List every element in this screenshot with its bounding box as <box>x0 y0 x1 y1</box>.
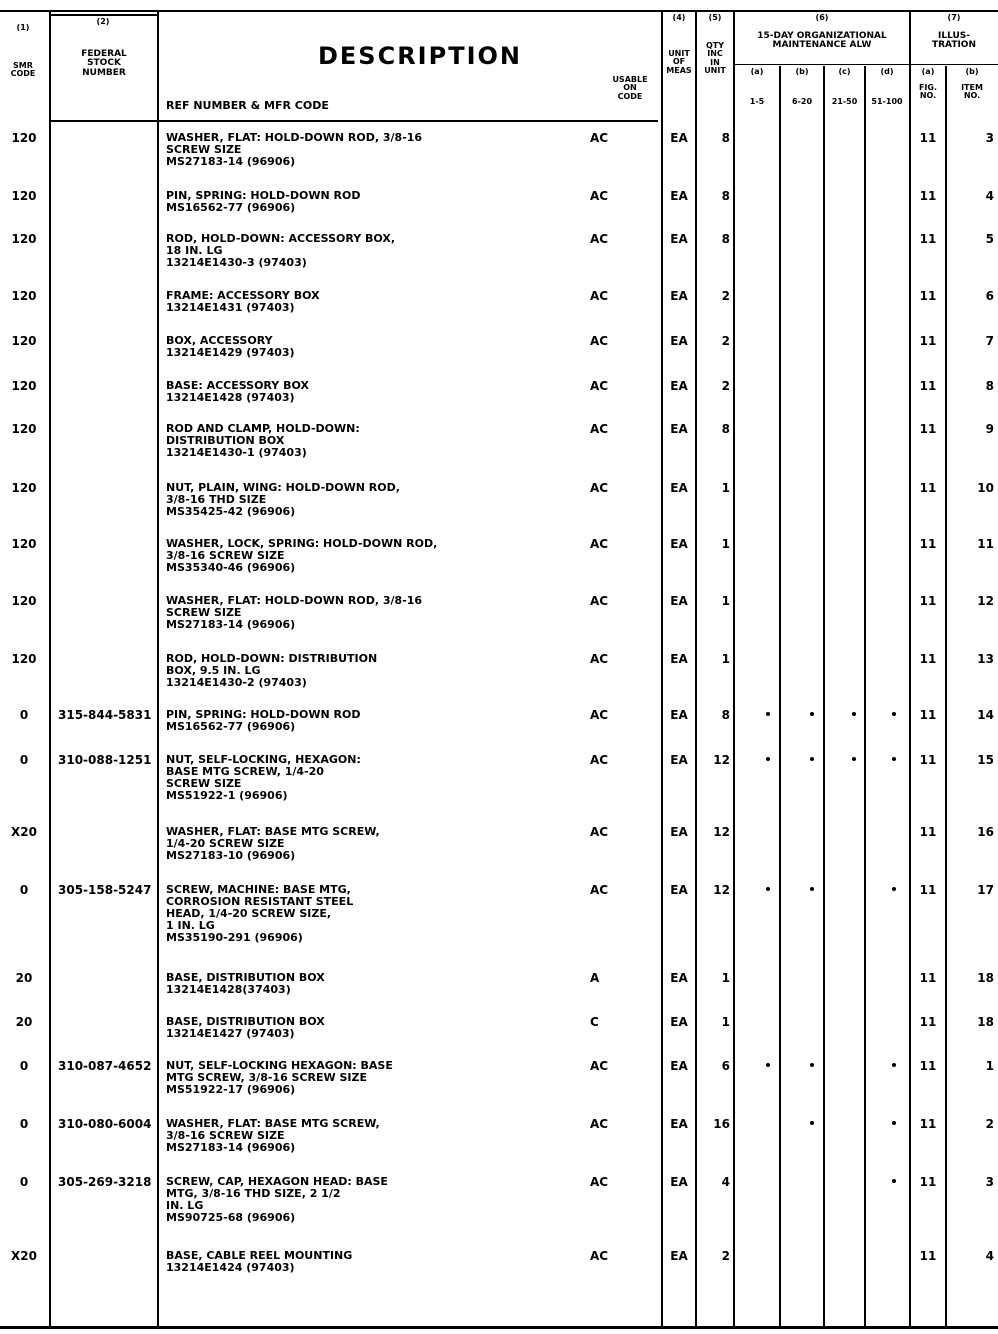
smr-code: X20 <box>11 825 37 839</box>
fsn-header-box-top <box>50 14 158 16</box>
table-row <box>0 289 998 314</box>
description: WASHER, FLAT: HOLD-DOWN ROD, 3/8-16 SCREW SIZE MS27183-14 (96906) <box>166 131 423 168</box>
smr-code: 20 <box>15 971 33 985</box>
description-subtitle: REF NUMBER & MFR CODE <box>166 99 329 112</box>
col-rule-7a <box>945 66 947 1328</box>
unit-of-measure: EA <box>670 232 688 246</box>
col7a-label: FIG. NO. <box>918 83 938 101</box>
smr-code: 0 <box>19 1175 29 1189</box>
unit-of-measure: EA <box>670 289 688 303</box>
unit-of-measure: EA <box>670 1175 688 1189</box>
usable-on-code: AC <box>590 1059 609 1073</box>
figure-number: 11 <box>919 708 937 722</box>
figure-number: 11 <box>919 1249 937 1263</box>
smr-code: 120 <box>11 379 37 393</box>
federal-stock-number: 310-087-4652 <box>58 1059 152 1073</box>
col-rule-4 <box>695 12 697 1328</box>
description: BASE, CABLE REEL MOUNTING 13214E1424 (97403) <box>166 1249 353 1274</box>
figure-number: 11 <box>919 1175 937 1189</box>
col6c-range: 21-50 <box>831 97 858 106</box>
usable-on-code: C <box>590 1015 599 1029</box>
unit-of-measure: EA <box>670 1059 688 1073</box>
description: ROD, HOLD-DOWN: ACCESSORY BOX, 18 IN. LG 13214E1430-3 (97403) <box>166 232 396 269</box>
unit-of-measure: EA <box>670 883 688 897</box>
description: BASE: ACCESSORY BOX 13214E1428 (97403) <box>166 379 309 404</box>
col6c-sub: (c) <box>838 67 851 76</box>
usable-on-code: AC <box>590 289 609 303</box>
table-row <box>0 422 998 459</box>
qty-in-unit: 6 <box>721 1059 730 1073</box>
col2-label: FEDERAL STOCK NUMBER <box>81 49 127 78</box>
unit-of-measure: EA <box>670 481 688 495</box>
figure-number: 11 <box>919 189 937 203</box>
smr-code: 120 <box>11 422 37 436</box>
description: WASHER, LOCK, SPRING: HOLD-DOWN ROD, 3/8-16 SCREW SIZE MS35340-46 (96906) <box>166 537 438 574</box>
col6-number: (6) <box>815 13 829 22</box>
figure-number: 11 <box>919 1015 937 1029</box>
item-number: 8 <box>985 379 994 393</box>
table-row <box>0 883 998 944</box>
maintenance-allowance-mark <box>892 712 896 716</box>
figure-number: 11 <box>919 753 937 767</box>
col2-number: (2) <box>96 17 110 26</box>
smr-code: 120 <box>11 537 37 551</box>
col6a-sub: (a) <box>750 67 764 76</box>
col7b-sub: (b) <box>965 67 979 76</box>
qty-in-unit: 12 <box>713 753 730 767</box>
federal-stock-number: 315-844-5831 <box>58 708 152 722</box>
smr-code: 120 <box>11 334 37 348</box>
maintenance-allowance-mark <box>852 757 856 761</box>
item-number: 2 <box>985 1117 994 1131</box>
usable-on-code: AC <box>590 379 609 393</box>
col7a-sub: (a) <box>921 67 935 76</box>
description: SCREW, CAP, HEXAGON HEAD: BASE MTG, 3/8-16 THD SIZE, 2 1/2 IN. LG MS90725-68 (96906) <box>166 1175 388 1224</box>
maintenance-allowance-mark <box>892 887 896 891</box>
col-rule-2 <box>157 12 159 1328</box>
usable-on-code: AC <box>590 708 609 722</box>
bottom-rule <box>0 1326 998 1329</box>
unit-of-measure: EA <box>670 825 688 839</box>
maintenance-allowance-mark <box>892 757 896 761</box>
qty-in-unit: 16 <box>713 1117 730 1131</box>
item-number: 4 <box>985 189 994 203</box>
smr-code: 120 <box>11 289 37 303</box>
table-row <box>0 708 998 733</box>
federal-stock-number: 310-088-1251 <box>58 753 152 767</box>
col1-number: (1) <box>16 23 30 32</box>
col5-number: (5) <box>708 13 722 22</box>
fsn-header-box-bottom <box>50 120 158 122</box>
col6d-sub: (d) <box>880 67 894 76</box>
figure-number: 11 <box>919 652 937 666</box>
col-rule-6c <box>864 66 866 1328</box>
table-row <box>0 594 998 631</box>
item-number: 6 <box>985 289 994 303</box>
smr-code: 0 <box>19 1059 29 1073</box>
figure-number: 11 <box>919 1117 937 1131</box>
table-row <box>0 232 998 269</box>
description: WASHER, FLAT: BASE MTG SCREW, 3/8-16 SCREW SIZE MS27183-14 (96906) <box>166 1117 380 1154</box>
unit-of-measure: EA <box>670 1015 688 1029</box>
description: SCREW, MACHINE: BASE MTG, CORROSION RESISTANT STEEL HEAD, 1/4-20 SCREW SIZE, 1 IN. LG MS35190-291 (96906) <box>166 883 354 944</box>
col7b-label: ITEM NO. <box>961 83 983 101</box>
qty-in-unit: 1 <box>721 594 730 608</box>
col4-label: UNIT OF MEAS <box>666 49 692 75</box>
usable-on-code: AC <box>590 131 609 145</box>
description: BASE, DISTRIBUTION BOX 13214E1428(37403) <box>166 971 325 996</box>
item-number: 9 <box>985 422 994 436</box>
unit-of-measure: EA <box>670 379 688 393</box>
table-row <box>0 1059 998 1096</box>
qty-in-unit: 12 <box>713 825 730 839</box>
federal-stock-number: 310-080-6004 <box>58 1117 152 1131</box>
maintenance-allowance-mark <box>810 757 814 761</box>
figure-number: 11 <box>919 481 937 495</box>
col-rule-6a <box>779 66 781 1328</box>
col1-label: SMR CODE <box>10 61 36 79</box>
description: NUT, SELF-LOCKING, HEXAGON: BASE MTG SCREW, 1/4-20 SCREW SIZE MS51922-1 (96906) <box>166 753 361 802</box>
maintenance-allowance-mark <box>766 712 770 716</box>
table-row <box>0 1117 998 1154</box>
unit-of-measure: EA <box>670 652 688 666</box>
federal-stock-number: 305-158-5247 <box>58 883 152 897</box>
item-number: 18 <box>977 971 994 985</box>
description: ROD, HOLD-DOWN: DISTRIBUTION BOX, 9.5 IN. LG 13214E1430-2 (97403) <box>166 652 378 689</box>
usable-on-code-header: USABLE ON CODE <box>612 75 648 101</box>
usable-on-code: AC <box>590 334 609 348</box>
smr-code: 120 <box>11 652 37 666</box>
col6b-range: 6-20 <box>791 97 813 106</box>
table-row <box>0 1175 998 1224</box>
col7-sub-rule <box>911 64 998 65</box>
table-row <box>0 825 998 862</box>
item-number: 3 <box>985 1175 994 1189</box>
usable-on-code: AC <box>590 189 609 203</box>
unit-of-measure: EA <box>670 1249 688 1263</box>
description: BASE, DISTRIBUTION BOX 13214E1427 (97403) <box>166 1015 325 1040</box>
qty-in-unit: 1 <box>721 537 730 551</box>
description: WASHER, FLAT: BASE MTG SCREW, 1/4-20 SCREW SIZE MS27183-10 (96906) <box>166 825 380 862</box>
maintenance-allowance-mark <box>810 1121 814 1125</box>
table-row <box>0 481 998 518</box>
col6d-range: 51-100 <box>871 97 903 106</box>
col5-label: QTY INC IN UNIT <box>704 41 726 76</box>
item-number: 12 <box>977 594 994 608</box>
description: PIN, SPRING: HOLD-DOWN ROD MS16562-77 (96906) <box>166 189 361 214</box>
figure-number: 11 <box>919 131 937 145</box>
item-number: 5 <box>985 232 994 246</box>
figure-number: 11 <box>919 825 937 839</box>
col-rule-5 <box>733 12 735 1328</box>
qty-in-unit: 2 <box>721 379 730 393</box>
item-number: 17 <box>977 883 994 897</box>
item-number: 1 <box>985 1059 994 1073</box>
qty-in-unit: 8 <box>721 708 730 722</box>
unit-of-measure: EA <box>670 131 688 145</box>
maintenance-allowance-mark <box>766 757 770 761</box>
col7-number: (7) <box>947 13 961 22</box>
qty-in-unit: 2 <box>721 289 730 303</box>
qty-in-unit: 1 <box>721 971 730 985</box>
maintenance-allowance-mark <box>810 887 814 891</box>
description: BOX, ACCESSORY 13214E1429 (97403) <box>166 334 295 359</box>
qty-in-unit: 8 <box>721 131 730 145</box>
usable-on-code: AC <box>590 883 609 897</box>
col7-label: ILLUS- TRATION <box>931 31 976 51</box>
figure-number: 11 <box>919 594 937 608</box>
smr-code: 120 <box>11 189 37 203</box>
item-number: 4 <box>985 1249 994 1263</box>
qty-in-unit: 1 <box>721 1015 730 1029</box>
maintenance-allowance-mark <box>892 1063 896 1067</box>
item-number: 3 <box>985 131 994 145</box>
item-number: 11 <box>977 537 994 551</box>
maintenance-allowance-mark <box>852 712 856 716</box>
top-rule <box>0 10 998 12</box>
table-row <box>0 1015 998 1040</box>
smr-code: 120 <box>11 131 37 145</box>
description: NUT, PLAIN, WING: HOLD-DOWN ROD, 3/8-16 THD SIZE MS35425-42 (96906) <box>166 481 400 518</box>
unit-of-measure: EA <box>670 334 688 348</box>
figure-number: 11 <box>919 379 937 393</box>
qty-in-unit: 8 <box>721 232 730 246</box>
usable-on-code: AC <box>590 232 609 246</box>
smr-code: 20 <box>15 1015 33 1029</box>
table-row <box>0 652 998 689</box>
unit-of-measure: EA <box>670 189 688 203</box>
qty-in-unit: 1 <box>721 481 730 495</box>
usable-on-code: AC <box>590 753 609 767</box>
usable-on-code: AC <box>590 1117 609 1131</box>
qty-in-unit: 8 <box>721 189 730 203</box>
unit-of-measure: EA <box>670 708 688 722</box>
col6-sub-rule <box>735 64 909 65</box>
usable-on-code: AC <box>590 825 609 839</box>
unit-of-measure: EA <box>670 753 688 767</box>
col-rule-1 <box>49 12 51 1328</box>
usable-on-code: AC <box>590 537 609 551</box>
table-row <box>0 971 998 996</box>
figure-number: 11 <box>919 289 937 303</box>
unit-of-measure: EA <box>670 422 688 436</box>
description: WASHER, FLAT: HOLD-DOWN ROD, 3/8-16 SCREW SIZE MS27183-14 (96906) <box>166 594 423 631</box>
maintenance-allowance-mark <box>810 712 814 716</box>
item-number: 14 <box>977 708 994 722</box>
figure-number: 11 <box>919 537 937 551</box>
maintenance-allowance-mark <box>892 1179 896 1183</box>
qty-in-unit: 12 <box>713 883 730 897</box>
smr-code: 120 <box>11 232 37 246</box>
figure-number: 11 <box>919 1059 937 1073</box>
item-number: 13 <box>977 652 994 666</box>
unit-of-measure: EA <box>670 1117 688 1131</box>
item-number: 7 <box>985 334 994 348</box>
maintenance-allowance-mark <box>810 1063 814 1067</box>
smr-code: 0 <box>19 708 29 722</box>
usable-on-code: AC <box>590 481 609 495</box>
table-row <box>0 189 998 214</box>
unit-of-measure: EA <box>670 971 688 985</box>
col6a-range: 1-5 <box>749 97 765 106</box>
description: PIN, SPRING: HOLD-DOWN ROD MS16562-77 (96906) <box>166 708 361 733</box>
maintenance-allowance-mark <box>766 887 770 891</box>
col4-number: (4) <box>672 13 686 22</box>
description: FRAME: ACCESSORY BOX 13214E1431 (97403) <box>166 289 320 314</box>
description: NUT, SELF-LOCKING HEXAGON: BASE MTG SCREW, 3/8-16 SCREW SIZE MS51922-17 (96906) <box>166 1059 393 1096</box>
table-row <box>0 379 998 404</box>
col6b-sub: (b) <box>795 67 809 76</box>
usable-on-code: AC <box>590 594 609 608</box>
smr-code: X20 <box>11 1249 37 1263</box>
table-row <box>0 131 998 168</box>
description: ROD AND CLAMP, HOLD-DOWN: DISTRIBUTION BOX 13214E1430-1 (97403) <box>166 422 360 459</box>
table-row <box>0 334 998 359</box>
usable-on-code: AC <box>590 1249 609 1263</box>
figure-number: 11 <box>919 971 937 985</box>
header-rule <box>158 120 658 122</box>
col6-label: 15-DAY ORGANIZATIONAL MAINTENANCE ALW <box>757 31 887 51</box>
item-number: 18 <box>977 1015 994 1029</box>
smr-code: 0 <box>19 753 29 767</box>
table-row <box>0 537 998 574</box>
col-rule-3 <box>661 12 663 1328</box>
col-rule-6b <box>823 66 825 1328</box>
usable-on-code: AC <box>590 1175 609 1189</box>
smr-code: 120 <box>11 594 37 608</box>
description-title: DESCRIPTION <box>317 42 522 70</box>
smr-code: 120 <box>11 481 37 495</box>
figure-number: 11 <box>919 883 937 897</box>
qty-in-unit: 2 <box>721 1249 730 1263</box>
maintenance-allowance-mark <box>892 1121 896 1125</box>
maintenance-allowance-mark <box>766 1063 770 1067</box>
federal-stock-number: 305-269-3218 <box>58 1175 152 1189</box>
smr-code: 0 <box>19 1117 29 1131</box>
figure-number: 11 <box>919 232 937 246</box>
unit-of-measure: EA <box>670 594 688 608</box>
figure-number: 11 <box>919 334 937 348</box>
table-row <box>0 753 998 802</box>
item-number: 16 <box>977 825 994 839</box>
usable-on-code: AC <box>590 652 609 666</box>
qty-in-unit: 8 <box>721 422 730 436</box>
usable-on-code: A <box>590 971 600 985</box>
unit-of-measure: EA <box>670 537 688 551</box>
item-number: 10 <box>977 481 994 495</box>
usable-on-code: AC <box>590 422 609 436</box>
item-number: 15 <box>977 753 994 767</box>
figure-number: 11 <box>919 422 937 436</box>
table-row <box>0 1249 998 1274</box>
qty-in-unit: 2 <box>721 334 730 348</box>
qty-in-unit: 1 <box>721 652 730 666</box>
qty-in-unit: 4 <box>721 1175 730 1189</box>
col-rule-6 <box>909 12 911 1328</box>
smr-code: 0 <box>19 883 29 897</box>
